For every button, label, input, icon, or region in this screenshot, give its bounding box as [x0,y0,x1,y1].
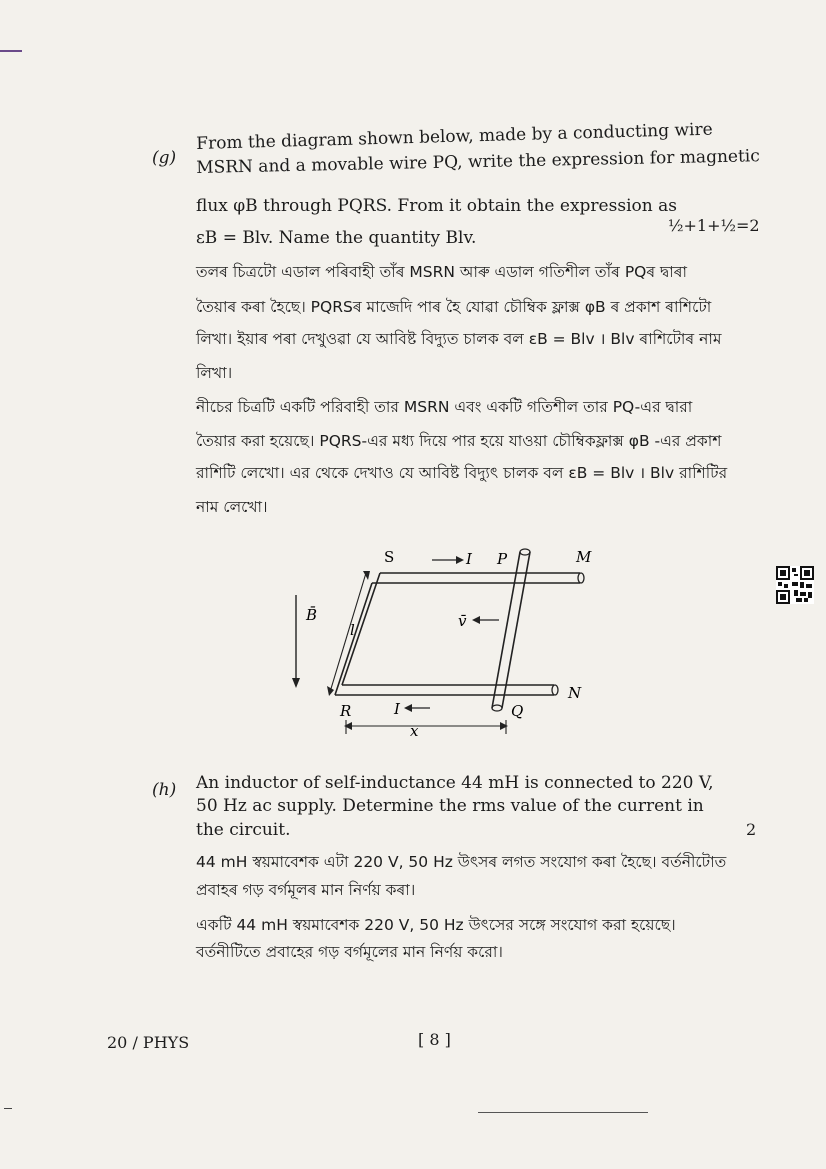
q-g-bengali-3: রাশিটি লেখো। এর থেকে দেখাও যে আবিষ্ট বিদ্যুৎ চালক বল εB = Blv । Blv রাশিটির [196,464,728,482]
q-g-assamese-1: তলৰ চিত্ৰটো এডাল পৰিবাহী তাঁৰ MSRN আৰু এডাল গতিশীল তাঁৰ PQৰ দ্বাৰা [196,263,687,281]
q-h-en-line3: the circuit. [196,820,291,840]
label-r: R [340,702,352,720]
label-i-top: I [466,550,472,568]
label-b: B̄ [306,606,318,624]
q-g-bengali-1: নীচের চিত্রটি একটি পরিবাহী তার MSRN এবং একটি গতিশীল তার PQ-এর দ্বারা [196,398,693,416]
paper-code: 20 / PHYS [107,1033,190,1052]
q-g-marks: ½+1+½=2 [668,216,760,235]
q-g-assamese-4: লিখা। [196,364,233,382]
label-q: Q [511,702,524,720]
q-g-en-line3: flux φB through PQRS. From it obtain the expression as [196,196,677,216]
label-m: M [576,548,592,566]
q-h-bengali-2: বর্তনীটিতে প্রবাহের গড় বর্গমূলের মান নির্ণয় করো। [196,943,503,961]
q-g-assamese-3: লিখা। ইয়াৰ পৰা দেখুওৱা যে আবিষ্ট বিদ্যুত চালক বল εB = Blv । Blv ৰাশিটোৰ নাম [196,330,722,348]
q-g-bengali-4: নাম লেখো। [196,498,268,516]
edge-mark [0,50,22,52]
q-h-en-line2: 50 Hz ac supply. Determine the rms value of the current in [196,796,704,816]
label-p: P [497,550,508,568]
question-g-label: (g) [152,148,177,168]
q-g-assamese-2: তৈয়াৰ কৰা হৈছে। PQRSৰ মাজেদি পাৰ হৈ যোৱা চৌম্বিক ফ্লাক্স φB ৰ প্ৰকাশ ৰাশিটো [196,298,712,316]
question-h-label: (h) [152,780,177,800]
q-g-bengali-2: তৈয়ার করা হয়েছে। PQRS-এর মধ্য দিয়ে পার হয়ে যাওয়া চৌম্বিকফ্লাক্স φB -এর প্রকাশ [196,432,722,450]
q-h-bengali-1: একটি 44 mH স্বয়মাবেশক 220 V, 50 Hz উৎসের সঙ্গে সংযোগ করা হয়েছে। [196,916,676,934]
label-l: l [350,621,355,639]
page-number: [ 8 ] [418,1030,451,1049]
q-h-assamese-2: প্ৰবাহৰ গড় বৰ্গমূলৰ মান নিৰ্ণয় কৰা। [196,881,416,899]
label-x: x [410,722,419,740]
q-g-en-line4: εB = Blv. Name the quantity Blv. [196,228,477,248]
bottom-rule [478,1112,648,1113]
q-g-en-line2: MSRN and a movable wire PQ, write the expression for magnetic [196,146,760,178]
label-v: v̄ [458,612,467,630]
label-i-bottom: I [394,700,400,718]
label-s: S [384,548,395,566]
q-h-assamese-1: 44 mH স্বয়মাবেশক এটা 220 V, 50 Hz উৎসৰ লগত সংযোগ কৰা হৈছে। বৰ্তনীটোত [196,853,727,871]
rail-circuit-diagram [280,540,600,750]
q-h-en-line1: An inductor of self-inductance 44 mH is connected to 220 V, [196,773,714,793]
q-h-marks: 2 [746,820,757,839]
label-n: N [568,684,582,702]
edge-mark-bottom [4,1108,12,1109]
q-g-en-line1: From the diagram shown below, made by a conducting wire [196,119,713,154]
qr-code [776,566,814,604]
